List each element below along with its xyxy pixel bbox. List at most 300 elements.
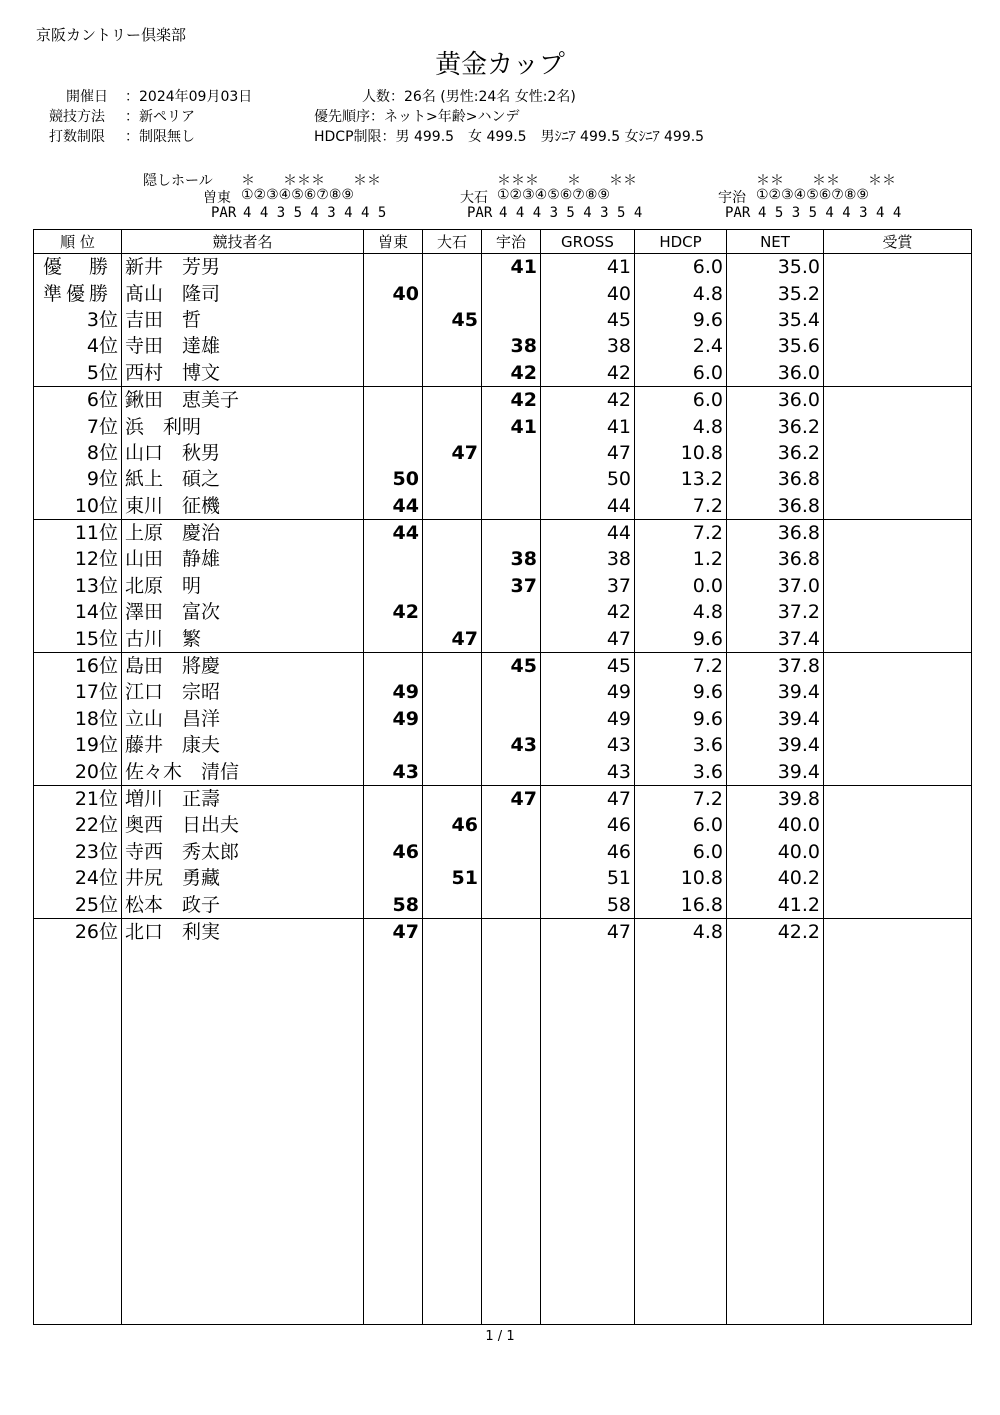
award-cell xyxy=(824,679,972,705)
score-sotou-cell: 50 xyxy=(364,466,423,492)
player-name-cell: 髙山 隆司 xyxy=(122,280,364,306)
score-uji-cell xyxy=(482,839,541,865)
rank-cell: 8位 xyxy=(34,440,122,466)
table-row xyxy=(34,360,972,387)
table-row xyxy=(34,625,972,652)
score-uji-cell xyxy=(482,625,541,652)
score-ooishi-cell xyxy=(423,280,482,306)
score-uji-cell xyxy=(482,466,541,492)
score-sotou-cell xyxy=(364,652,423,679)
score-ooishi-cell xyxy=(423,679,482,705)
score-uji-cell xyxy=(482,679,541,705)
header-sotou: 曽東 xyxy=(364,230,423,254)
rank-cell: 23位 xyxy=(34,839,122,865)
rank-cell: 21位 xyxy=(34,785,122,812)
gross-cell: 42 xyxy=(541,599,635,625)
par-label-ooishi: PAR xyxy=(467,205,493,221)
player-name-cell: 寺西 秀太郎 xyxy=(122,839,364,865)
player-name-cell: 松本 政子 xyxy=(122,891,364,918)
table-row xyxy=(34,573,972,599)
rank-cell: 9位 xyxy=(34,466,122,492)
header-uji: 宇治 xyxy=(482,230,541,254)
award-cell xyxy=(824,519,972,546)
par-uji: 4 5 3 5 4 4 3 4 4 xyxy=(758,205,902,221)
hdcp-cell: 4.8 xyxy=(635,918,727,945)
table-row xyxy=(34,413,972,439)
net-cell: 37.2 xyxy=(727,599,824,625)
gross-cell: 44 xyxy=(541,493,635,520)
net-cell: 39.8 xyxy=(727,785,824,812)
net-cell: 39.4 xyxy=(727,706,824,732)
score-ooishi-cell xyxy=(423,333,482,359)
score-sotou-cell xyxy=(364,865,423,891)
score-sotou-cell xyxy=(364,254,423,281)
net-cell: 39.4 xyxy=(727,732,824,758)
net-cell: 37.8 xyxy=(727,652,824,679)
net-cell: 36.2 xyxy=(727,413,824,439)
net-cell: 40.0 xyxy=(727,839,824,865)
net-cell: 36.2 xyxy=(727,440,824,466)
score-ooishi-cell xyxy=(423,386,482,413)
gross-cell: 47 xyxy=(541,785,635,812)
score-sotou-cell xyxy=(364,573,423,599)
score-sotou-cell: 46 xyxy=(364,839,423,865)
table-row xyxy=(34,440,972,466)
gross-cell: 49 xyxy=(541,679,635,705)
award-cell xyxy=(824,440,972,466)
score-ooishi-cell: 45 xyxy=(423,307,482,333)
header-name: 競技者名 xyxy=(122,230,364,254)
priority: 優先順序：ネット>年齢>ハンデ xyxy=(314,109,520,125)
score-sotou-cell xyxy=(364,625,423,652)
net-cell: 35.6 xyxy=(727,333,824,359)
empty-cell xyxy=(34,945,122,1325)
hdcp-cell: 6.0 xyxy=(635,386,727,413)
rank-cell: 14位 xyxy=(34,599,122,625)
empty-cell xyxy=(364,945,423,1325)
score-sotou-cell xyxy=(364,333,423,359)
net-cell: 42.2 xyxy=(727,918,824,945)
award-cell xyxy=(824,546,972,572)
score-ooishi-cell xyxy=(423,546,482,572)
player-name-cell: 西村 博文 xyxy=(122,360,364,387)
player-name-cell: 北原 明 xyxy=(122,573,364,599)
player-name-cell: 東川 征機 xyxy=(122,493,364,520)
empty-cell xyxy=(824,945,972,1325)
table-row xyxy=(34,466,972,492)
player-name-cell: 島田 將慶 xyxy=(122,652,364,679)
par-sotou: 4 4 3 5 4 3 4 4 5 xyxy=(243,205,387,221)
player-name-cell: 新井 芳男 xyxy=(122,254,364,281)
hdcp-cell: 4.8 xyxy=(635,413,727,439)
rank-cell: 準優勝 xyxy=(34,280,122,306)
header-rank: 順 位 xyxy=(34,230,122,254)
method-label: 競技方法 xyxy=(49,109,105,125)
score-sotou-cell: 47 xyxy=(364,918,423,945)
score-uji-cell xyxy=(482,812,541,838)
net-cell: 35.2 xyxy=(727,280,824,306)
rank-cell: 12位 xyxy=(34,546,122,572)
award-cell xyxy=(824,573,972,599)
score-ooishi-cell xyxy=(423,918,482,945)
net-cell: 36.0 xyxy=(727,360,824,387)
score-ooishi-cell: 47 xyxy=(423,625,482,652)
empty-cell xyxy=(122,945,364,1325)
rank-cell: 19位 xyxy=(34,732,122,758)
award-cell xyxy=(824,413,972,439)
gross-cell: 58 xyxy=(541,891,635,918)
award-cell xyxy=(824,625,972,652)
score-ooishi-cell xyxy=(423,519,482,546)
player-name-cell: 奥西 日出夫 xyxy=(122,812,364,838)
player-name-cell: 増川 正壽 xyxy=(122,785,364,812)
award-cell xyxy=(824,280,972,306)
net-cell: 41.2 xyxy=(727,891,824,918)
gross-cell: 50 xyxy=(541,466,635,492)
method: 新ペリア xyxy=(139,109,195,125)
rank-cell: 17位 xyxy=(34,679,122,705)
table-row xyxy=(34,599,972,625)
rank-cell: 20位 xyxy=(34,758,122,785)
limit-label: 打数制限 xyxy=(49,129,105,145)
course-name-sotou: 曽東 xyxy=(203,190,231,206)
table-row xyxy=(34,865,972,891)
hdcp-limit: HDCP制限：男 499.5 女 499.5 男ｼﾆｱ 499.5 女ｼﾆｱ 499.5 xyxy=(314,129,705,145)
score-uji-cell: 38 xyxy=(482,546,541,572)
hdcp-cell: 3.6 xyxy=(635,758,727,785)
participants: 人数：26名 (男性:24名 女性:2名) xyxy=(362,89,576,105)
net-cell: 35.4 xyxy=(727,307,824,333)
rank-cell: 5位 xyxy=(34,360,122,387)
award-cell xyxy=(824,891,972,918)
score-ooishi-cell xyxy=(423,466,482,492)
hole-numbers-ooishi: ①②③④⑤⑥⑦⑧⑨ xyxy=(497,187,610,203)
score-sotou-cell xyxy=(364,785,423,812)
par-label-sotou: PAR xyxy=(211,205,237,221)
award-cell xyxy=(824,254,972,281)
hole-numbers-sotou: ①②③④⑤⑥⑦⑧⑨ xyxy=(241,187,354,203)
rank-cell: 3位 xyxy=(34,307,122,333)
score-ooishi-cell xyxy=(423,254,482,281)
rank-cell: 16位 xyxy=(34,652,122,679)
score-uji-cell xyxy=(482,280,541,306)
par-label-uji: PAR xyxy=(725,205,751,221)
score-ooishi-cell xyxy=(423,413,482,439)
table-row xyxy=(34,839,972,865)
table-row xyxy=(34,918,972,945)
table-row xyxy=(34,333,972,359)
hdcp-cell: 2.4 xyxy=(635,333,727,359)
award-cell xyxy=(824,732,972,758)
net-cell: 35.0 xyxy=(727,254,824,281)
table-row xyxy=(34,758,972,785)
par-ooishi: 4 4 4 3 5 4 3 5 4 xyxy=(499,205,643,221)
player-name-cell: 古川 繁 xyxy=(122,625,364,652)
gross-cell: 47 xyxy=(541,918,635,945)
gross-cell: 41 xyxy=(541,413,635,439)
award-cell xyxy=(824,333,972,359)
score-uji-cell xyxy=(482,493,541,520)
table-row xyxy=(34,732,972,758)
header-net: NET xyxy=(727,230,824,254)
award-cell xyxy=(824,599,972,625)
hdcp-cell: 4.8 xyxy=(635,280,727,306)
hdcp-cell: 13.2 xyxy=(635,466,727,492)
player-name-cell: 澤田 富次 xyxy=(122,599,364,625)
rank-cell: 13位 xyxy=(34,573,122,599)
rank-cell: 優 勝 xyxy=(34,254,122,281)
score-uji-cell: 47 xyxy=(482,785,541,812)
empty-cell xyxy=(482,945,541,1325)
score-uji-cell xyxy=(482,758,541,785)
hdcp-cell: 6.0 xyxy=(635,360,727,387)
hdcp-cell: 6.0 xyxy=(635,254,727,281)
rank-cell: 7位 xyxy=(34,413,122,439)
score-ooishi-cell: 51 xyxy=(423,865,482,891)
hidden-marks-uji: ＊＊ ＊＊ ＊＊ xyxy=(756,173,896,189)
player-name-cell: 寺田 達雄 xyxy=(122,333,364,359)
score-sotou-cell xyxy=(364,546,423,572)
net-cell: 36.0 xyxy=(727,386,824,413)
hidden-marks-ooishi: ＊＊＊ ＊ ＊＊ xyxy=(497,173,637,189)
score-uji-cell: 45 xyxy=(482,652,541,679)
player-name-cell: 佐々木 清信 xyxy=(122,758,364,785)
score-sotou-cell: 42 xyxy=(364,599,423,625)
table-row xyxy=(34,386,972,413)
player-name-cell: 浜 利明 xyxy=(122,413,364,439)
score-uji-cell xyxy=(482,918,541,945)
hdcp-cell: 1.2 xyxy=(635,546,727,572)
table-row xyxy=(34,812,972,838)
net-cell: 37.0 xyxy=(727,573,824,599)
hdcp-cell: 6.0 xyxy=(635,839,727,865)
award-cell xyxy=(824,706,972,732)
table-row xyxy=(34,254,972,281)
hdcp-cell: 6.0 xyxy=(635,812,727,838)
hdcp-cell: 9.6 xyxy=(635,679,727,705)
gross-cell: 49 xyxy=(541,706,635,732)
gross-cell: 47 xyxy=(541,625,635,652)
empty-cell xyxy=(423,945,482,1325)
score-ooishi-cell: 46 xyxy=(423,812,482,838)
table-row xyxy=(34,280,972,306)
score-uji-cell: 42 xyxy=(482,386,541,413)
gross-cell: 47 xyxy=(541,440,635,466)
score-sotou-cell: 44 xyxy=(364,519,423,546)
player-name-cell: 北口 利実 xyxy=(122,918,364,945)
limit-value: ：制限無し xyxy=(125,129,195,145)
score-uji-cell: 43 xyxy=(482,732,541,758)
hdcp-cell: 3.6 xyxy=(635,732,727,758)
score-ooishi-cell xyxy=(423,706,482,732)
net-cell: 36.8 xyxy=(727,519,824,546)
date: 2024年09月03日 xyxy=(139,89,253,105)
table-row xyxy=(34,706,972,732)
course-name-uji: 宇治 xyxy=(718,190,746,206)
net-cell: 40.2 xyxy=(727,865,824,891)
score-uji-cell: 38 xyxy=(482,333,541,359)
award-cell xyxy=(824,307,972,333)
score-ooishi-cell xyxy=(423,573,482,599)
score-ooishi-cell xyxy=(423,891,482,918)
player-name-cell: 吉田 哲 xyxy=(122,307,364,333)
hdcp-cell: 9.6 xyxy=(635,307,727,333)
net-cell: 37.4 xyxy=(727,625,824,652)
rank-cell: 11位 xyxy=(34,519,122,546)
player-name-cell: 鍬田 恵美子 xyxy=(122,386,364,413)
table-row xyxy=(34,679,972,705)
page-number: 1 / 1 xyxy=(485,1329,515,1344)
award-cell xyxy=(824,918,972,945)
rank-cell: 22位 xyxy=(34,812,122,838)
score-sotou-cell: 44 xyxy=(364,493,423,520)
hdcp-cell: 16.8 xyxy=(635,891,727,918)
award-cell xyxy=(824,466,972,492)
rank-cell: 26位 xyxy=(34,918,122,945)
net-cell: 36.8 xyxy=(727,493,824,520)
score-ooishi-cell xyxy=(423,360,482,387)
date-value: ：2024年09月03日 xyxy=(125,89,253,105)
hidden-hole-label: 隠しホール xyxy=(143,173,213,189)
limit: 制限無し xyxy=(139,129,195,145)
table-row xyxy=(34,493,972,520)
gross-cell: 42 xyxy=(541,386,635,413)
player-name-cell: 藤井 康夫 xyxy=(122,732,364,758)
gross-cell: 44 xyxy=(541,519,635,546)
player-name-cell: 山田 静雄 xyxy=(122,546,364,572)
award-cell xyxy=(824,785,972,812)
score-sotou-cell xyxy=(364,440,423,466)
gross-cell: 51 xyxy=(541,865,635,891)
score-ooishi-cell xyxy=(423,758,482,785)
gross-cell: 40 xyxy=(541,280,635,306)
score-uji-cell xyxy=(482,706,541,732)
player-name-cell: 上原 慶治 xyxy=(122,519,364,546)
score-uji-cell: 42 xyxy=(482,360,541,387)
table-row xyxy=(34,785,972,812)
score-ooishi-cell xyxy=(423,732,482,758)
gross-cell: 45 xyxy=(541,652,635,679)
gross-cell: 37 xyxy=(541,573,635,599)
header-hdcp: HDCP xyxy=(635,230,727,254)
award-cell xyxy=(824,812,972,838)
rank-cell: 4位 xyxy=(34,333,122,359)
score-uji-cell xyxy=(482,440,541,466)
table-filler-row xyxy=(34,945,972,1325)
gross-cell: 46 xyxy=(541,839,635,865)
score-ooishi-cell xyxy=(423,493,482,520)
score-sotou-cell xyxy=(364,732,423,758)
header-ooishi: 大石 xyxy=(423,230,482,254)
score-sotou-cell xyxy=(364,360,423,387)
method-value: ：新ペリア xyxy=(125,109,195,125)
hdcp-cell: 10.8 xyxy=(635,440,727,466)
score-ooishi-cell xyxy=(423,652,482,679)
hdcp-cell: 10.8 xyxy=(635,865,727,891)
score-sotou-cell xyxy=(364,413,423,439)
hole-numbers-uji: ①②③④⑤⑥⑦⑧⑨ xyxy=(756,187,869,203)
award-cell xyxy=(824,839,972,865)
score-ooishi-cell xyxy=(423,785,482,812)
score-ooishi-cell xyxy=(423,599,482,625)
score-uji-cell xyxy=(482,519,541,546)
player-name-cell: 立山 昌洋 xyxy=(122,706,364,732)
gross-cell: 43 xyxy=(541,732,635,758)
award-cell xyxy=(824,360,972,387)
player-name-cell: 山口 秋男 xyxy=(122,440,364,466)
table-row xyxy=(34,307,972,333)
score-uji-cell: 41 xyxy=(482,413,541,439)
net-cell: 39.4 xyxy=(727,758,824,785)
hdcp-cell: 7.2 xyxy=(635,785,727,812)
score-sotou-cell xyxy=(364,307,423,333)
score-ooishi-cell xyxy=(423,839,482,865)
hdcp-cell: 7.2 xyxy=(635,493,727,520)
hdcp-cell: 7.2 xyxy=(635,519,727,546)
player-name-cell: 紙上 碩之 xyxy=(122,466,364,492)
empty-cell xyxy=(635,945,727,1325)
hdcp-cell: 4.8 xyxy=(635,599,727,625)
score-uji-cell: 37 xyxy=(482,573,541,599)
gross-cell: 46 xyxy=(541,812,635,838)
results-body xyxy=(34,254,972,1325)
rank-cell: 24位 xyxy=(34,865,122,891)
award-cell xyxy=(824,652,972,679)
award-cell xyxy=(824,493,972,520)
award-cell xyxy=(824,758,972,785)
course-name-ooishi: 大石 xyxy=(460,190,488,206)
hdcp-cell: 9.6 xyxy=(635,706,727,732)
gross-cell: 45 xyxy=(541,307,635,333)
rank-cell: 18位 xyxy=(34,706,122,732)
score-sotou-cell xyxy=(364,386,423,413)
rank-cell: 10位 xyxy=(34,493,122,520)
empty-cell xyxy=(541,945,635,1325)
rank-cell: 6位 xyxy=(34,386,122,413)
gross-cell: 38 xyxy=(541,333,635,359)
award-cell xyxy=(824,865,972,891)
empty-cell xyxy=(727,945,824,1325)
hdcp-cell: 7.2 xyxy=(635,652,727,679)
gross-cell: 42 xyxy=(541,360,635,387)
award-cell xyxy=(824,386,972,413)
rank-cell: 25位 xyxy=(34,891,122,918)
club-name: 京阪カントリー倶楽部 xyxy=(36,26,187,44)
page-title: 黄金カップ xyxy=(435,50,565,80)
score-sotou-cell xyxy=(364,812,423,838)
table-row xyxy=(34,546,972,572)
net-cell: 39.4 xyxy=(727,679,824,705)
hdcp-cell: 0.0 xyxy=(635,573,727,599)
table-header-row xyxy=(34,230,972,254)
player-name-cell: 江口 宗昭 xyxy=(122,679,364,705)
table-row xyxy=(34,891,972,918)
score-sotou-cell: 49 xyxy=(364,679,423,705)
score-ooishi-cell: 47 xyxy=(423,440,482,466)
player-name-cell: 井尻 勇藏 xyxy=(122,865,364,891)
score-sotou-cell: 49 xyxy=(364,706,423,732)
gross-cell: 38 xyxy=(541,546,635,572)
score-sotou-cell: 43 xyxy=(364,758,423,785)
header-award: 受賞 xyxy=(824,230,972,254)
score-sotou-cell: 58 xyxy=(364,891,423,918)
date-label: 開催日 xyxy=(66,89,108,105)
score-sotou-cell: 40 xyxy=(364,280,423,306)
results-table xyxy=(33,229,972,1325)
score-uji-cell xyxy=(482,599,541,625)
score-uji-cell xyxy=(482,307,541,333)
score-uji-cell xyxy=(482,865,541,891)
